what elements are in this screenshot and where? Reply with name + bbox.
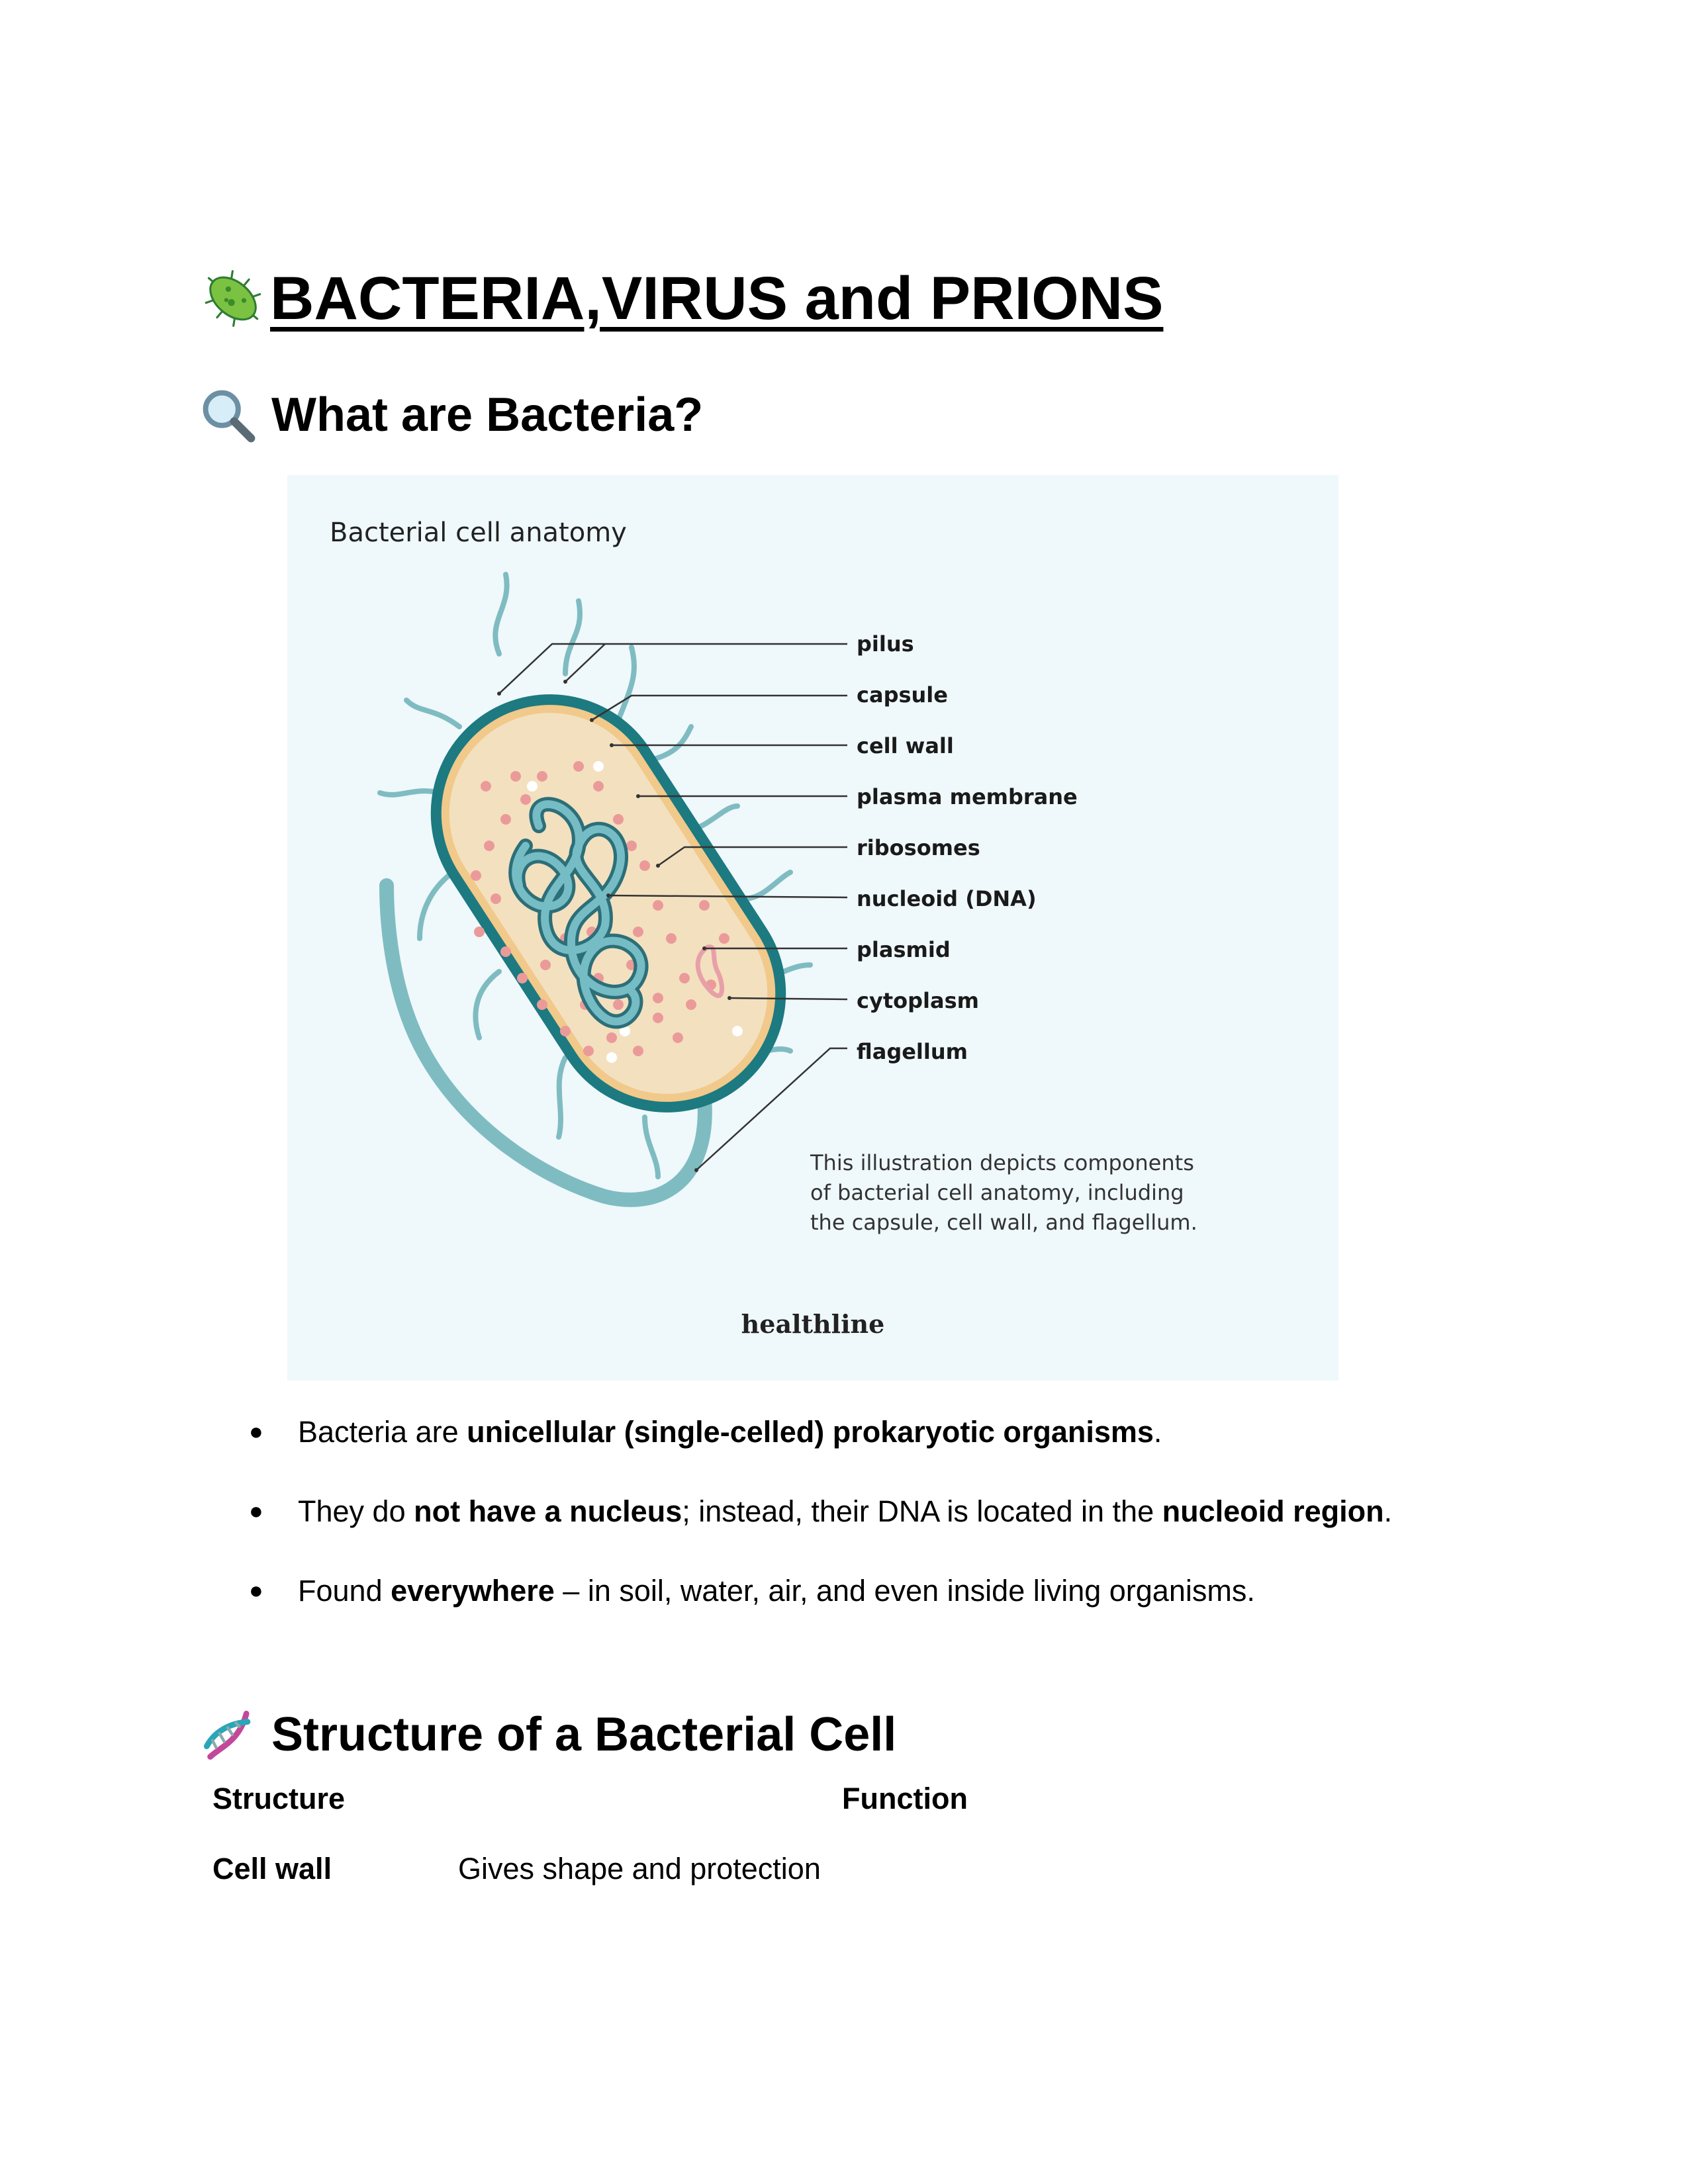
bold-text: everywhere xyxy=(391,1574,555,1608)
body-text: – in soil, water, air, and even inside living organisms. xyxy=(554,1574,1255,1608)
bold-text: not have a nucleus xyxy=(414,1494,682,1528)
healthline-logo: healthline xyxy=(741,1309,885,1339)
list-item: ● They do not have a nucleus; instead, their DNA is located in the nucleoid region. xyxy=(249,1494,1393,1528)
section-heading-text: Structure of a Bacterial Cell xyxy=(271,1708,897,1761)
figure-label-capsule: capsule xyxy=(857,682,948,707)
body-text: Bacteria are xyxy=(298,1415,467,1449)
title-text: BACTERIA,VIRUS and PRIONS xyxy=(270,265,1164,332)
bacterial-cell-diagram xyxy=(287,475,1338,1381)
list-item: ● Bacteria are unicellular (single-celled) prokaryotic organisms. xyxy=(249,1415,1162,1449)
section-heading-structure xyxy=(199,1705,896,1764)
figure-label-ribosomes: ribosomes xyxy=(857,835,980,860)
figure-label-nucleoid: nucleoid (DNA) xyxy=(857,886,1037,911)
bold-text: nucleoid region xyxy=(1162,1494,1384,1528)
table-header-function: Function xyxy=(842,1782,968,1815)
body-text: . xyxy=(1153,1415,1162,1449)
table-cell-structure: Cell wall xyxy=(212,1852,332,1886)
magnifier-icon xyxy=(199,386,257,444)
body-text: . xyxy=(1383,1494,1393,1528)
microbe-icon xyxy=(199,264,267,333)
figure-label-plasmid: plasmid xyxy=(857,937,951,962)
body-text: Found xyxy=(298,1574,391,1608)
table-header-structure: Structure xyxy=(212,1782,346,1815)
dna-icon xyxy=(199,1706,257,1764)
figure-title: Bacterial cell anatomy xyxy=(330,518,627,548)
bacterial-cell-figure xyxy=(287,475,1338,1381)
figure-label-pilus: pilus xyxy=(857,631,914,657)
section-heading-text: What are Bacteria? xyxy=(271,388,704,441)
body-text: They do xyxy=(298,1494,414,1528)
figure-caption-line-3: the capsule, cell wall, and flagellum. xyxy=(810,1210,1197,1235)
figure-caption-line-2: of bacterial cell anatomy, including xyxy=(810,1180,1184,1205)
table-cell-function: Gives shape and protection xyxy=(458,1852,821,1886)
section-heading-bacteria xyxy=(199,385,703,445)
document-title xyxy=(199,259,1163,338)
figure-caption-line-1: This illustration depicts components xyxy=(810,1150,1194,1175)
figure-label-cytoplasm: cytoplasm xyxy=(857,988,979,1013)
body-text: ; instead, their DNA is located in the xyxy=(682,1494,1162,1528)
bold-text: unicellular (single-celled) prokaryotic organisms xyxy=(467,1415,1154,1449)
figure-label-plasma-membrane: plasma membrane xyxy=(857,784,1078,809)
list-item: ● Found everywhere – in soil, water, air, and even inside living organisms. xyxy=(249,1574,1255,1608)
figure-label-cell-wall: cell wall xyxy=(857,733,954,758)
figure-label-flagellum: flagellum xyxy=(857,1039,968,1064)
